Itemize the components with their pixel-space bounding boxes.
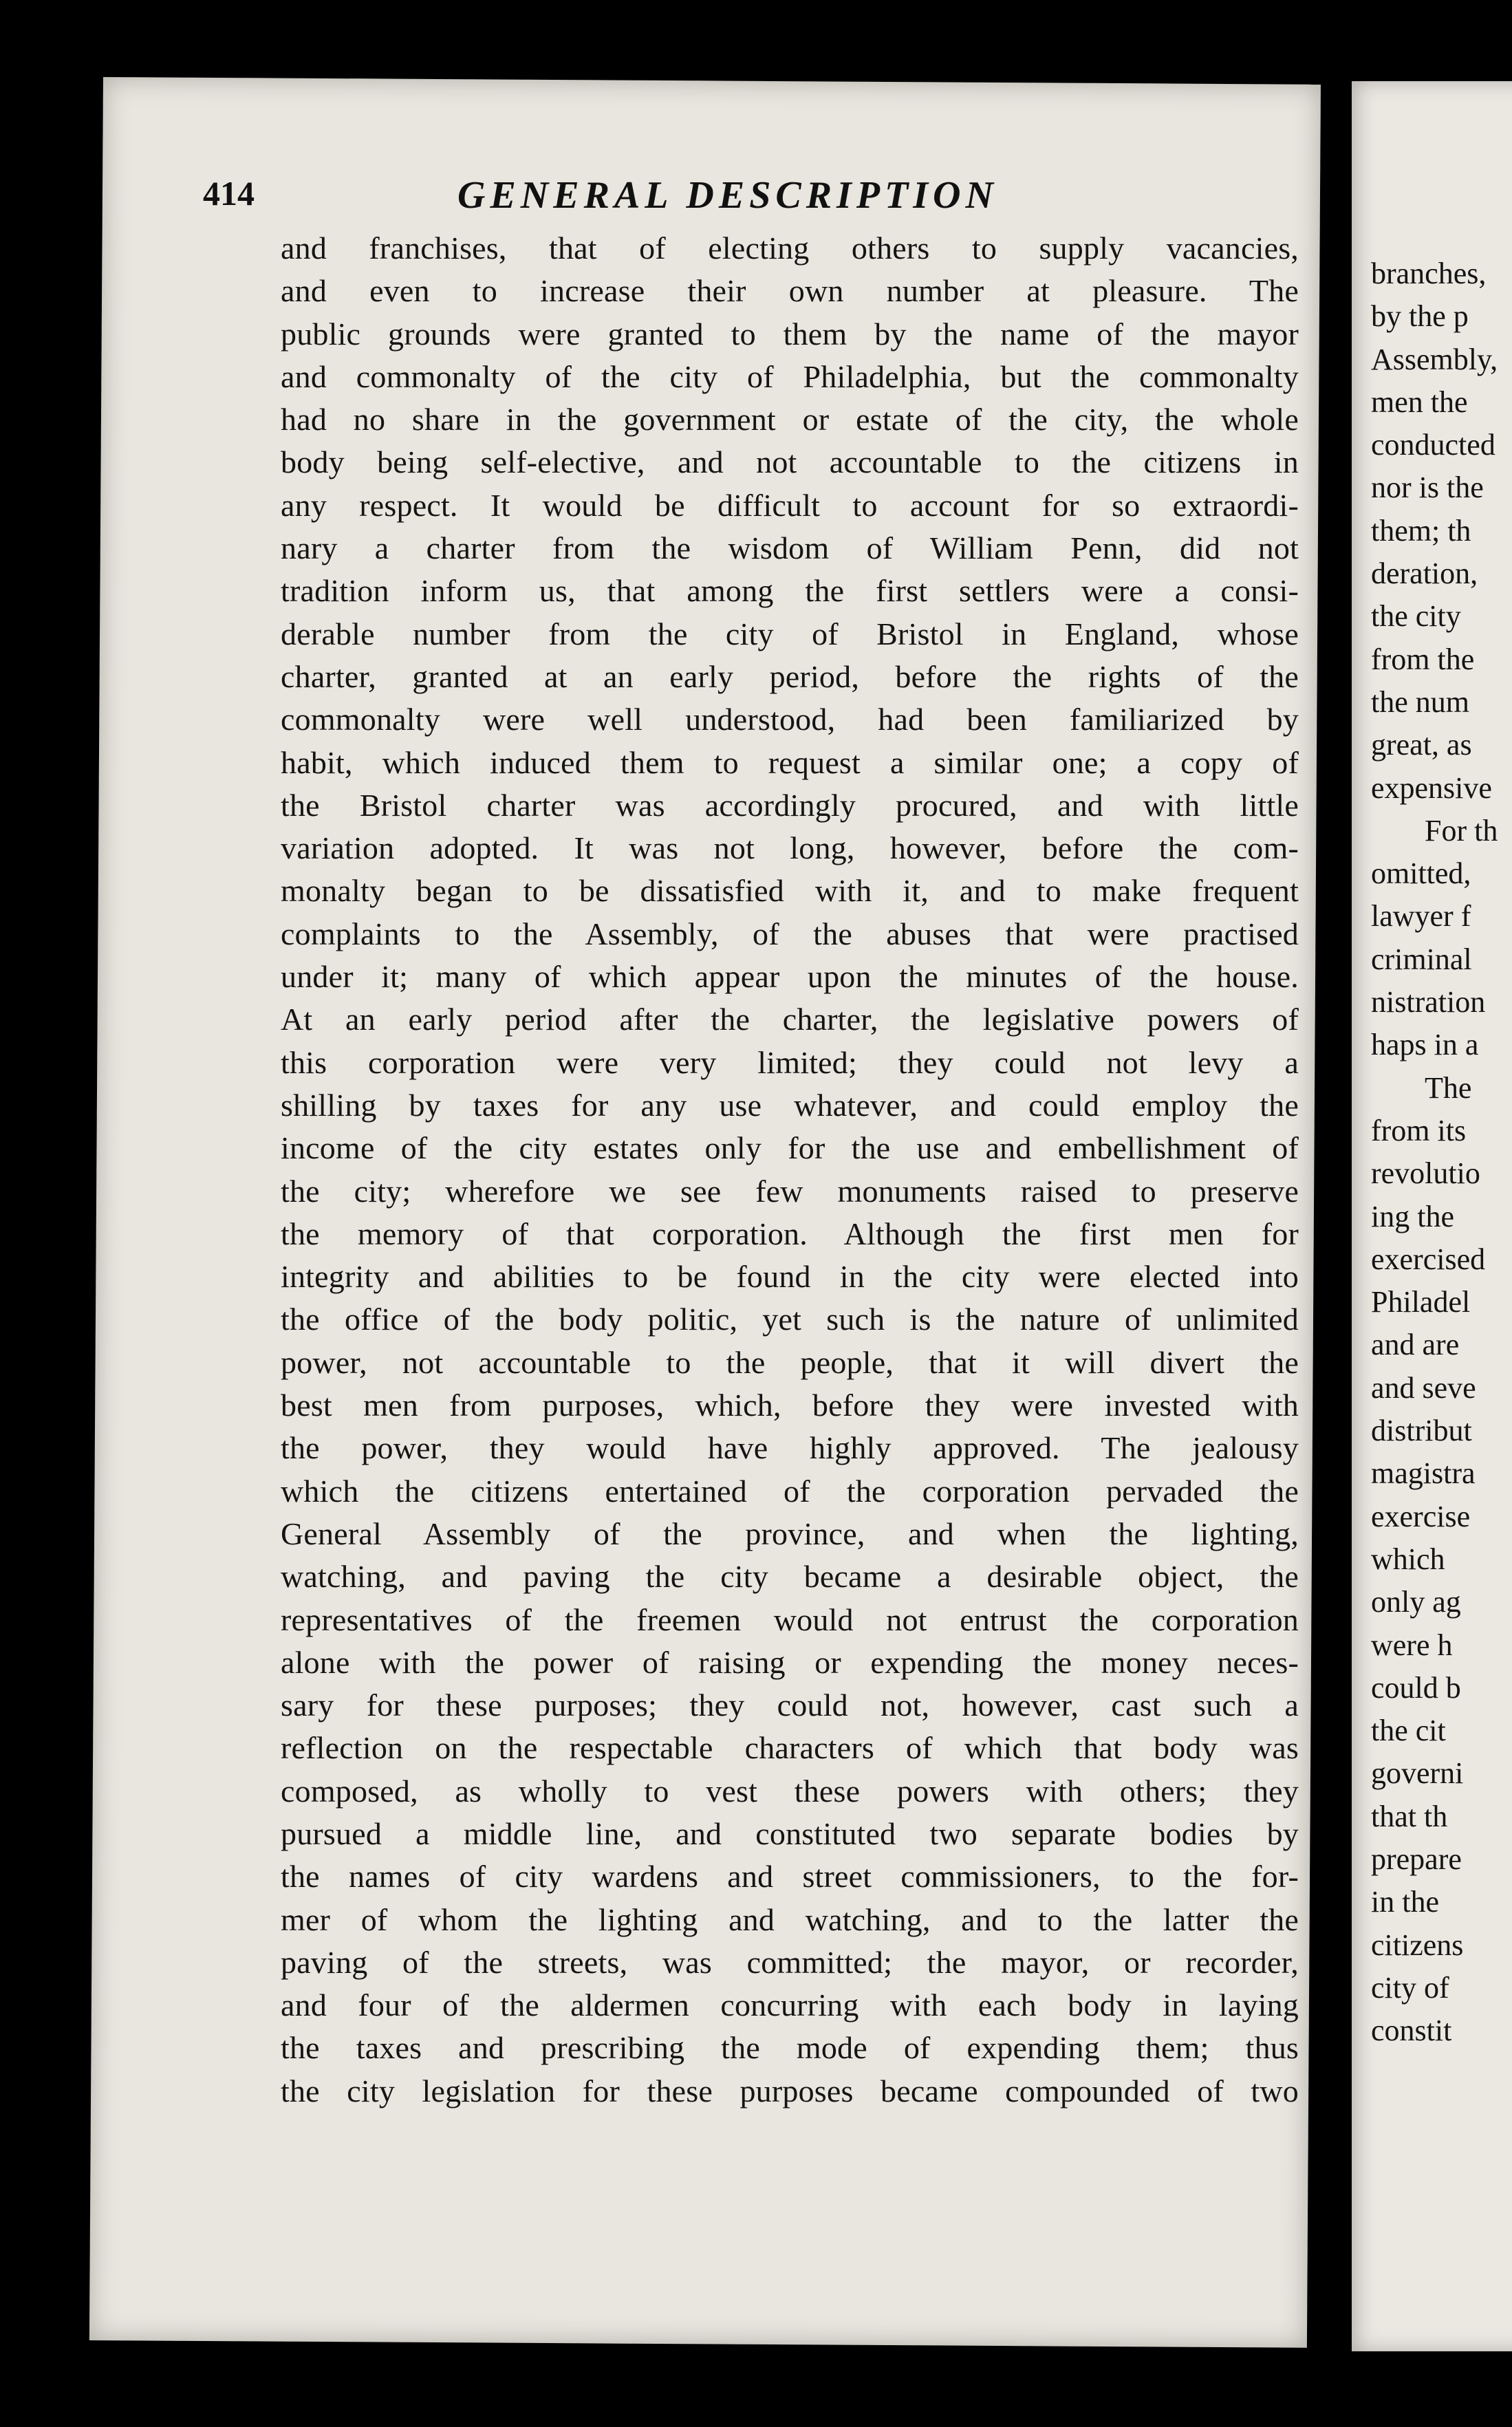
text-line: and even to increase their own number at pleasure. The [281,273,1299,309]
facing-page-line: haps in a [1371,1028,1479,1062]
facing-page-line: from its [1371,1113,1467,1147]
text-line: this corporation were very limited; they could not levy a [281,1044,1299,1080]
facing-page-line: the city [1371,599,1461,634]
facing-page-text [1371,252,1512,2052]
facing-page-line: prepare [1371,1842,1462,1876]
text-line: integrity and abilities to be found in the city were elected into [281,1259,1299,1295]
text-line: power, not accountable to the people, that it will divert the [281,1344,1299,1380]
facing-page-line: exercised [1371,1242,1486,1276]
facing-page-line: Philadel [1371,1285,1471,1319]
facing-page-line: nor is the [1371,471,1484,505]
text-line: tradition inform us, that among the first settlers were a consi- [281,573,1299,609]
text-line: shilling by taxes for any use whatever, and could employ the [281,1087,1299,1123]
text-line: composed, as wholly to vest these powers with others; they [281,1773,1299,1809]
text-line: income of the city estates only for the use and embellishment of [281,1130,1299,1166]
text-line: the city legislation for these purposes became compounded of two [281,2073,1299,2108]
text-line: and four of the aldermen concurring with each body in laying [281,1987,1299,2023]
text-line: pursued a middle line, and constituted two separate bodies by [281,1815,1299,1851]
text-line: monalty began to be dissatisfied with it, and to make frequent [281,873,1299,909]
facing-page-line: The [1425,1070,1472,1105]
text-line: nary a charter from the wisdom of William Penn, did not [281,530,1299,566]
facing-page-line: For th [1425,813,1498,848]
facing-page-line: great, as [1371,728,1472,762]
text-line: charter, granted at an early period, before the rights of the [281,658,1299,694]
facing-page-line: distribut [1371,1414,1472,1448]
text-line: the memory of that corporation. Although the first men for [281,1216,1299,1251]
text-line: the office of the body politic, yet such is the nature of unlimited [281,1302,1299,1337]
text-line: and franchises, that of electing others to supply vacancies, [281,230,1299,266]
text-line: paving of the streets, was committed; the mayor, or recorder, [281,1944,1299,1980]
facing-page-line: revolutio [1371,1156,1480,1191]
text-line: and commonalty of the city of Philadelphia, but the commonalty [281,358,1299,394]
facing-page-line: and seve [1371,1370,1476,1405]
text-line: alone with the power of raising or expending the money neces- [281,1644,1299,1680]
text-line: representatives of the freemen would not entrust the corporation [281,1601,1299,1637]
text-line: the names of city wardens and street commissioners, to the for- [281,1859,1299,1895]
facing-page-line: lawyer f [1371,899,1471,934]
text-line: public grounds were granted to them by the name of the mayor [281,316,1299,352]
facing-page-line: ing the [1371,1199,1454,1233]
body-text [281,227,1299,2113]
facing-page-line: could b [1371,1670,1461,1705]
facing-page-line: magistra [1371,1456,1476,1491]
facing-page-line: Assembly, [1371,342,1498,376]
text-line: At an early period after the charter, the legislative powers of [281,1002,1299,1037]
facing-page-line: in the [1371,1885,1439,1919]
text-line: commonalty were well understood, had been familiarized by [281,702,1299,737]
facing-page-line: were h [1371,1628,1453,1662]
text-line: which the citizens entertained of the corporation pervaded the [281,1473,1299,1509]
text-line: watching, and paving the city became a desirable object, the [281,1559,1299,1595]
text-line: mer of whom the lighting and watching, and to the latter the [281,1901,1299,1937]
facing-page-line: that th [1371,1799,1448,1833]
facing-page-line: the num [1371,684,1469,719]
facing-page-line: and are [1371,1328,1460,1362]
text-line: body being self-elective, and not accountable to the citizens in [281,444,1299,480]
facing-page-line: from the [1371,642,1475,676]
text-line: any respect. It would be difficult to account for so extraordi- [281,487,1299,523]
text-line: the power, they would have highly approved. The jealousy [281,1430,1299,1466]
text-line: the Bristol charter was accordingly procured, and with little [281,787,1299,823]
facing-page-line: by the p [1371,299,1469,334]
facing-page-line: criminal [1371,942,1472,976]
running-title: GENERAL DESCRIPTION [457,174,998,217]
text-line: the taxes and prescribing the mode of expending them; thus [281,2030,1299,2066]
facing-page-line: branches, [1371,257,1487,290]
facing-page-line: men the [1371,385,1468,419]
text-line: derable number from the city of Bristol in England, whose [281,616,1299,651]
facing-page-line: them; th [1371,513,1471,548]
text-line: under it; many of which appear upon the minutes of the house. [281,959,1299,995]
text-line: variation adopted. It was not long, however, before the com- [281,830,1299,866]
facing-page-line: city of [1371,1970,1449,2005]
facing-page-line: which [1371,1542,1445,1576]
facing-page-line: deration, [1371,557,1478,591]
text-line: sary for these purposes; they could not, however, cast such a [281,1687,1299,1723]
facing-page-line: only ag [1371,1585,1461,1619]
facing-page-line: governi [1371,1756,1464,1791]
text-line: had no share in the government or estate of the city, the whole [281,402,1299,438]
facing-page-line: omitted, [1371,856,1471,891]
facing-page-line: nistration [1371,985,1486,1020]
facing-page-line: expensive [1371,770,1492,805]
facing-page-line: citizens [1371,1928,1464,1962]
text-line: General Assembly of the province, and when the lighting, [281,1515,1299,1551]
facing-page-line: conducted [1371,428,1495,462]
facing-page-line: constit [1371,2014,1452,2048]
text-line: best men from purposes, which, before they were invested with [281,1388,1299,1423]
text-line: reflection on the respectable characters of which that body was [281,1730,1299,1766]
running-head [203,173,1145,222]
text-line: complaints to the Assembly, of the abuses that were practised [281,916,1299,951]
facing-page-line: the cit [1371,1714,1446,1748]
text-line: habit, which induced them to request a similar one; a copy of [281,744,1299,780]
page-number: 414 [203,174,255,213]
facing-page-line: exercise [1371,1499,1471,1533]
text-line: the city; wherefore we see few monuments raised to preserve [281,1173,1299,1209]
